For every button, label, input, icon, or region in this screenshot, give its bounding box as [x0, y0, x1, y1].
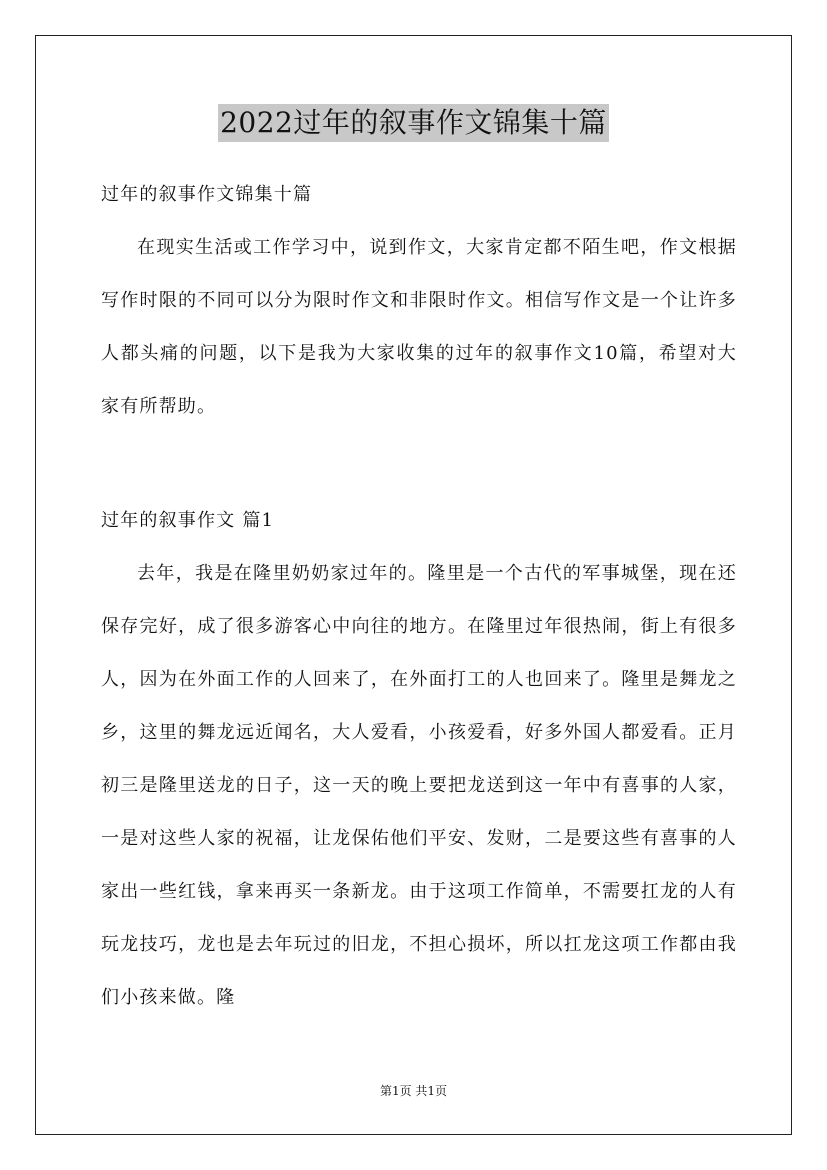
title-container	[0, 104, 827, 142]
section-body-paragraph: 去年，我是在隆里奶奶家过年的。隆里是一个古代的军事城堡，现在还保存完好，成了很多游客心中向往的地方。在隆里过年很热闹，街上有很多人，因为在外面工作的人回来了，在外面打工的人也回来了。隆里是舞龙之乡，这里的舞龙远近闻名，大人爱看，小孩爱看，好多外国人都爱看。正月初三是隆里送龙的日子，这一天的晚上要把龙送到这一年中有喜事的人家，一是对这些人家的祝福，让龙保佑他们平安、发财，二是要这些有喜事的人家出一些红钱，拿来再买一条新龙。由于这项工作简单，不需要扛龙的人有玩龙技巧，龙也是去年玩过的旧龙，不担心损坏，所以扛龙这项工作都由我们小孩来做。隆	[101, 563, 737, 1008]
document-title: 2022过年的叙事作文锦集十篇	[218, 104, 609, 142]
section-heading: 过年的叙事作文 篇1	[101, 510, 275, 531]
intro-paragraph: 在现实生活或工作学习中，说到作文，大家肯定都不陌生吧，作文根据写作时限的不同可以分为限时作文和非限时作文。相信写作文是一个让许多人都头痛的问题，以下是我为大家收集的过年的叙事作文10篇，希望对大家有所帮助。	[101, 237, 737, 417]
page-footer: 第1页 共1页	[379, 1084, 448, 1098]
document-subtitle: 过年的叙事作文锦集十篇	[101, 184, 313, 205]
